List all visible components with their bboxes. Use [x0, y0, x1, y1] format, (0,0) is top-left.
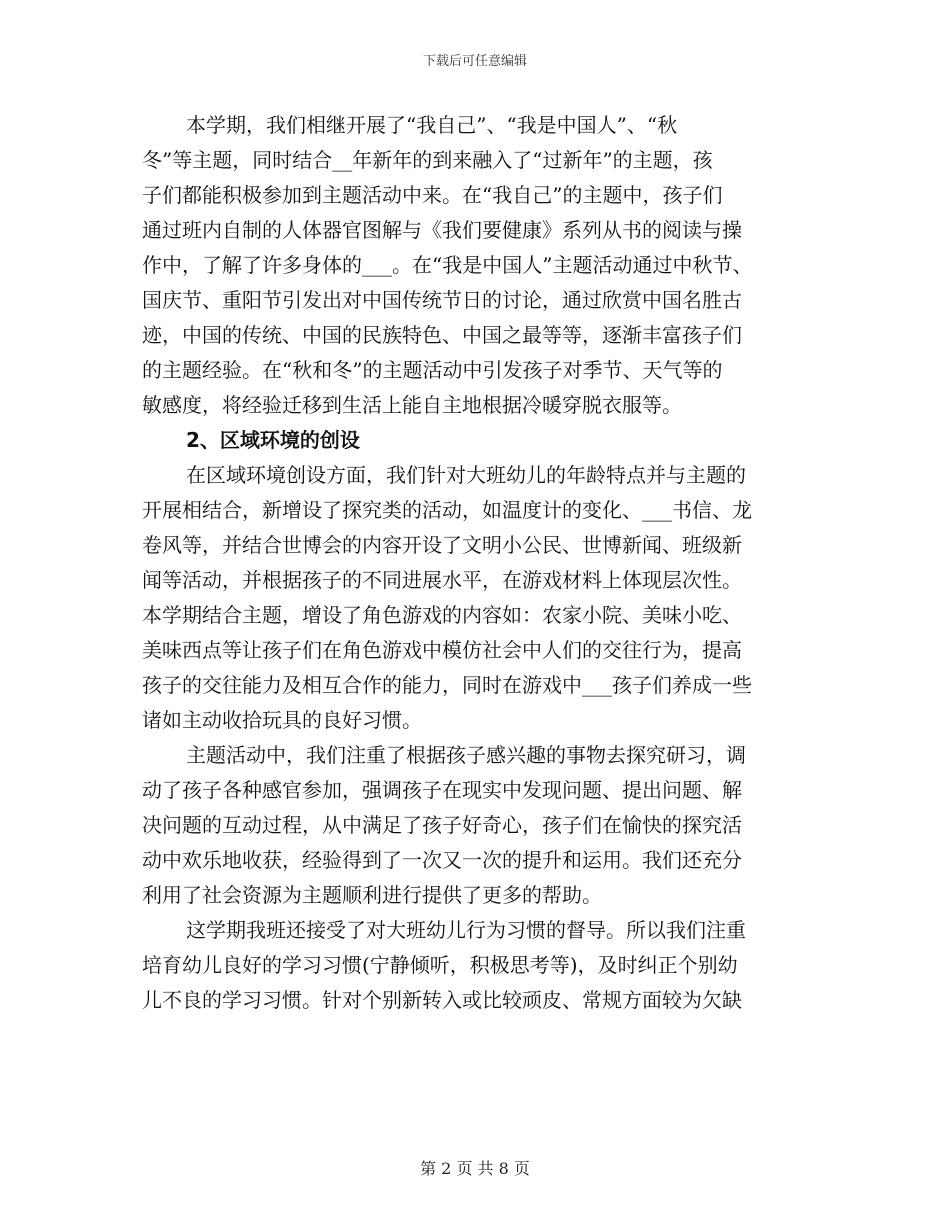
text-line: 这学期我班还接受了对大班幼儿行为习惯的督导。所以我们注重 [186, 918, 746, 942]
text-line: 子们都能积极参加到主题活动中来。在“我自己”的主题中，孩子们 [142, 183, 723, 207]
text-line: 美味西点等让孩子们在角色游戏中模仿社会中人们的交往行为，提高 [142, 638, 742, 662]
section-heading: 2、区域环境的创设 [186, 428, 360, 452]
text-line: 主题活动中，我们注重了根据孩子感兴趣的事物去探究研习，调 [186, 743, 746, 767]
text-line: 动了孩子各种感官参加，强调孩子在现实中发现问题、提出问题、解 [142, 778, 742, 802]
text-line: 敏感度，将经验迁移到生活上能自主地根据冷暖穿脱衣服等。 [142, 393, 682, 417]
text-line: 培育幼儿良好的学习习惯(宁静倾听，积极思考等)，及时纠正个别幼 [142, 953, 738, 977]
text-line: 诸如主动收拾玩具的良好习惯。 [142, 708, 422, 732]
text-line: 孩子的交往能力及相互合作的能力，同时在游戏中___孩子们养成一些 [142, 673, 752, 697]
text-line: 本学期，我们相继开展了“我自己”、“我是中国人”、“秋 [186, 113, 678, 137]
text-line: 利用了社会资源为主题顺利进行提供了更多的帮助。 [142, 883, 602, 907]
text-line: 作中，了解了许多身体的___。在“我是中国人”主题活动通过中秋节、 [142, 253, 753, 277]
text-line: 在区域环境创设方面，我们针对大班幼儿的年龄特点并与主题的 [186, 463, 746, 487]
page-footer: 第 2 页 共 8 页 [420, 1159, 530, 1178]
text-line: 开展相结合，新增设了探究类的活动，如温度计的变化、___书信、龙 [142, 498, 752, 522]
text-line: 通过班内自制的人体器官图解与《我们要健康》系列从书的阅读与操 [142, 218, 742, 242]
text-line: 的主题经验。在“秋和冬”的主题活动中引发孩子对季节、天气等的 [142, 358, 723, 382]
text-line: 决问题的互动过程，从中满足了孩子好奇心，孩子们在愉快的探究活 [142, 813, 742, 837]
text-line: 动中欢乐地收获，经验得到了一次又一次的提升和运用。我们还充分 [142, 848, 742, 872]
text-line: 儿不良的学习习惯。针对个别新转入或比较顽皮、常规方面较为欠缺 [142, 988, 742, 1012]
text-line: 本学期结合主题，增设了角色游戏的内容如：农家小院、美味小吃、 [142, 603, 742, 627]
text-line: 闻等活动，并根据孩子的不同进展水平，在游戏材料上体现层次性。 [142, 568, 742, 592]
text-line: 卷风等，并结合世博会的内容开设了文明小公民、世博新闻、班级新 [142, 533, 742, 557]
page-header: 下载后可任意编辑 [422, 54, 527, 69]
text-line: 国庆节、重阳节引发出对中国传统节日的讨论，通过欣赏中国名胜古 [142, 288, 742, 312]
document-body [142, 108, 812, 1018]
text-line: 冬”等主题，同时结合__年新年的到来融入了“过新年”的主题，孩 [142, 148, 713, 172]
text-line: 迹，中国的传统、中国的民族特色、中国之最等等，逐渐丰富孩子们 [142, 323, 742, 347]
